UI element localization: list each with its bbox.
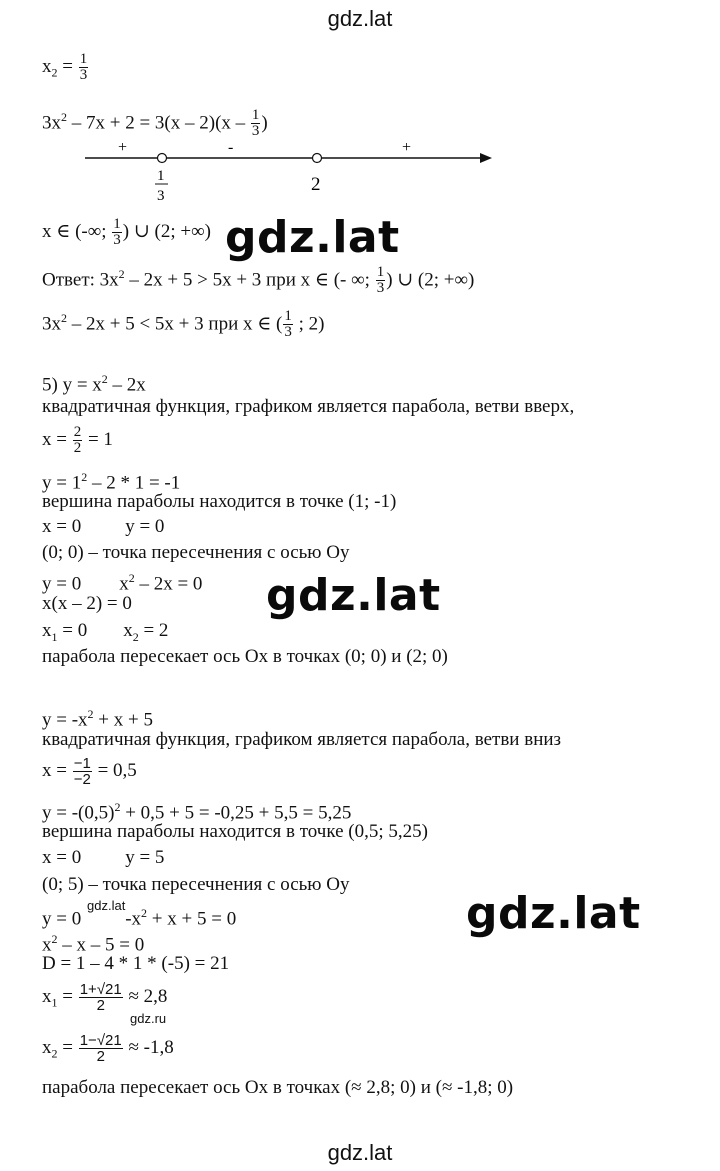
point1-numerator: 1 [157,168,165,184]
task5b-ox-intersection: парабола пересекает ось Ox в точках (≈ 2,8; 0) и (≈ -1,8; 0) [42,1077,514,1098]
fraction: $\frac{1-√21}{2}$ [79,1032,122,1065]
task5a-ox-intersection: парабола пересекает ось Ox в точках (0; 0) и (2; 0) [42,646,448,667]
task5a-y-zero: y = 0 $x^2 - 2x = 0$ [42,571,203,595]
task5a-vertex: вершина параболы находится в точке (1; -1) [42,491,397,512]
task5a-x-zero: x = 0 y = 0 [42,516,165,537]
root-x2-line: $x_2$ = $\frac{1}{3}$ [42,51,88,83]
task5a-description: квадратичная функция, графиком является парабола, ветви вверх, [42,396,575,417]
axis-arrow [480,153,492,163]
task5b-x-zero: x = 0 y = 5 [42,847,165,868]
watermark-large-3: gdz.lat [466,888,641,939]
task5b-oy-intersection: (0; 5) – точка пересечнения с осью Оy [42,874,350,895]
fraction: $\frac{1}{3}$ [79,51,88,83]
fraction: $\frac{-1}{-2}$ [73,755,91,788]
fraction: $\frac{1}{3}$ [284,308,292,341]
task5a-factored: x(x – 2) = 0 [42,593,132,614]
watermark-large-2: gdz.lat [266,570,441,621]
sign-middle: - [228,139,234,156]
watermark-bottom: gdz.lat [327,1140,393,1165]
open-point-2 [313,154,322,163]
solution-interval: x ∈ (-∞; $\frac{1}{3}$ ) ∪ (2; +∞) [42,216,211,248]
watermark-small-1: gdz.lat [87,898,126,913]
task5a-vertex-y: $y = 1^2 - 2 * 1 = -1$ [42,470,181,494]
factorization-line: $3x^2 - 7x + 2 = 3(x - 2)(x$ – $\frac{1}{3}$ ) [42,107,268,140]
task5b-vertex: вершина параболы находится в точке (0,5; 5,25) [42,821,428,842]
task5a-roots: $x_1 = 0$ $x_2 = 2$ [42,620,169,644]
number-line [80,136,500,212]
task5-title: 5) $y = x^2 - 2x$ [42,372,146,396]
watermark-top: gdz.lat [327,6,393,31]
point1-denominator: 3 [157,188,165,204]
fraction: $\frac{1}{3}$ [376,264,385,297]
sign-right: + [402,139,412,156]
task5b-equation: $x^2 - x - 5 = 0$ [42,932,145,956]
task5a-oy-intersection: (0; 0) – точка пересечнения с осью Оy [42,542,350,563]
task5b-discriminant: D = 1 – 4 * 1 * (-5) = 21 [42,953,230,974]
sign-left: + [118,139,128,156]
task5b-root-1: $x_1$ = $\frac{1+√21}{2}$ ≈ 2,8 [42,981,168,1014]
task5b-vertex-x: x = $\frac{-1}{-2}$ = 0,5 [42,755,137,788]
task5b-vertex-y: $y = -(0,5)^2 + 0,5 + 5 = -0,25 + 5,5 = 5,25$ [42,800,352,824]
task5b-description: квадратичная функция, графиком является парабола, ветви вниз [42,729,562,750]
task5b-root-2: $x_2$ = $\frac{1-√21}{2}$ ≈ -1,8 [42,1032,174,1065]
fraction: $\frac{2}{2}$ [73,424,82,456]
fraction: $\frac{1}{3}$ [113,216,121,248]
task5a-vertex-x: x = $\frac{2}{2}$ = 1 [42,424,113,456]
fraction: $\frac{1+√21}{2}$ [79,981,122,1014]
answer-line-2: $3x^2 - 2x + 5 < 5x + 3$ при x ∈ ( $\frac{1}{3}$ ; 2) [42,308,325,341]
answer-line-1: Ответ: $3x^2 - 2x + 5 > 5x + 3$ при x ∈ (- ∞; $\frac{1}{3}$ ) ∪ (2; +∞) [42,264,475,297]
task5b-title: $y = -x^2 + x + 5$ [42,707,153,731]
open-point-1 [158,154,167,163]
task5b-y-zero: y = 0 $-x^2 + x + 5 = 0$ [42,906,237,930]
watermark-large-1: gdz.lat [225,212,400,263]
point2-label: 2 [311,174,321,195]
fraction: $\frac{1}{3}$ [251,107,260,140]
watermark-small-2: gdz.ru [130,1011,167,1026]
